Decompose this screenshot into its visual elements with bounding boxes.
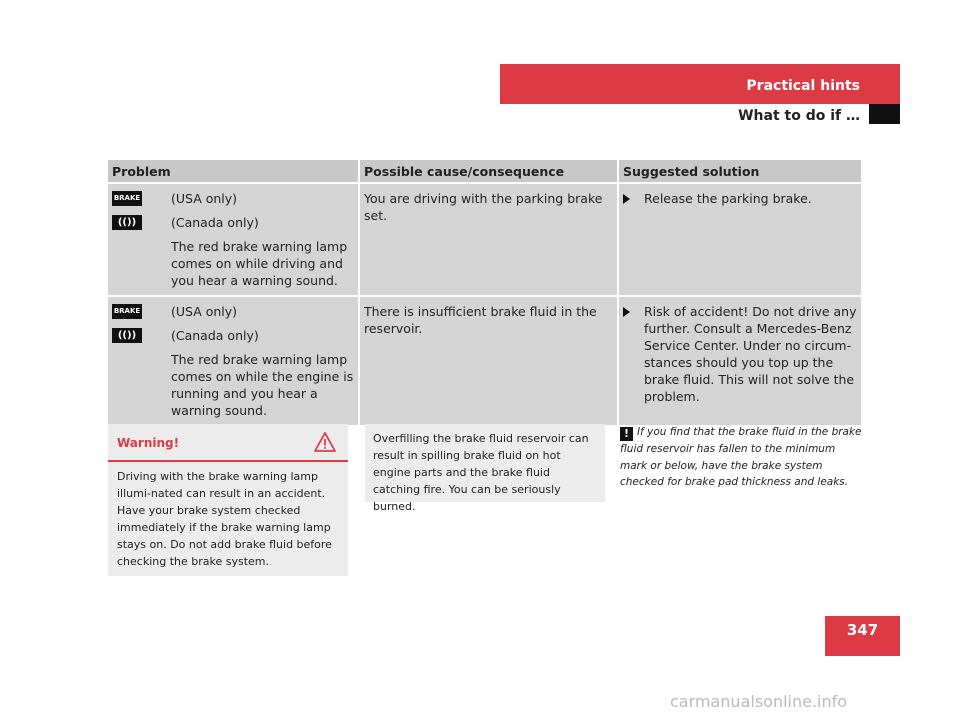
- cause-cell: You are driving with the parking brake set.: [359, 183, 618, 296]
- indicator-label: (Canada only): [171, 328, 259, 343]
- solution-text: Risk of accident! Do not drive any further. Consult a Mercedes-Benz Service Center. Under no circum-stances should you top up the brake fluid. This will not solve the problem.: [644, 304, 857, 404]
- indicator-label: (USA only): [171, 191, 238, 206]
- section-title: Practical hints: [746, 78, 860, 94]
- indicator-canada: [112, 327, 354, 344]
- header-cause: Possible cause/consequence: [359, 160, 618, 183]
- subsection-title: What to do if …: [738, 108, 860, 124]
- solution-cell: [618, 296, 861, 426]
- warning-box: [108, 424, 348, 576]
- cause-cell: There is insufficient brake fluid in the reservoir.: [359, 296, 618, 426]
- header-solution: Suggested solution: [618, 160, 861, 183]
- page-number: 347: [825, 616, 900, 656]
- section-title-bar: [500, 64, 900, 104]
- bullet-arrow-icon: [623, 307, 630, 317]
- brake-circle-icon: (()): [112, 215, 142, 230]
- indicator-label: (USA only): [171, 304, 238, 319]
- notice-text-block: [620, 424, 862, 491]
- warning-triangle-icon: [314, 432, 336, 455]
- indicator-label: (Canada only): [171, 215, 259, 230]
- problem-description: The red brake warning lamp comes on while the engine is running and you hear a warning sound.: [171, 352, 354, 418]
- solution-text: Release the parking brake.: [644, 191, 812, 206]
- header-problem: Problem: [108, 160, 359, 183]
- notice-text: If you find that the brake fluid in the brake fluid reservoir has fallen to the minimum mark or below, have the brake system checked for brake pad thickness and leaks.: [620, 426, 862, 488]
- indicator-canada: [112, 214, 354, 231]
- indicator-usa: [112, 303, 354, 320]
- warning-text: Driving with the brake warning lamp illumi-nated can result in an accident. Have your brake system checked immediately if the brake warning lamp stays on. Do not add brake fluid before checking the brake system.: [117, 470, 332, 568]
- table-header-row: [108, 160, 861, 183]
- fire-hazard-note: Overfilling the brake fluid reservoir can result in spilling brake fluid on hot engine parts and the brake fluid catching fire. You can be seriously burned.: [365, 424, 605, 502]
- brake-circle-icon: (()): [112, 328, 142, 343]
- problem-cell: [108, 183, 359, 296]
- problem-cell: [108, 296, 359, 426]
- problem-description: The red brake warning lamp comes on while driving and you hear a warning sound.: [171, 239, 348, 288]
- warning-header: [108, 424, 348, 462]
- exclamation-icon: !: [620, 427, 633, 441]
- thumb-tab-marker: [869, 104, 900, 124]
- table-row: [108, 296, 861, 426]
- warning-title: Warning!: [117, 436, 180, 450]
- watermark: carmanualsonline.info: [670, 692, 848, 711]
- troubleshooting-table: [108, 160, 861, 427]
- bullet-arrow-icon: [623, 194, 630, 204]
- brake-lamp-icon: BRAKE: [112, 304, 142, 319]
- table-row: [108, 183, 861, 296]
- indicator-usa: [112, 190, 354, 207]
- brake-lamp-icon: BRAKE: [112, 191, 142, 206]
- solution-cell: [618, 183, 861, 296]
